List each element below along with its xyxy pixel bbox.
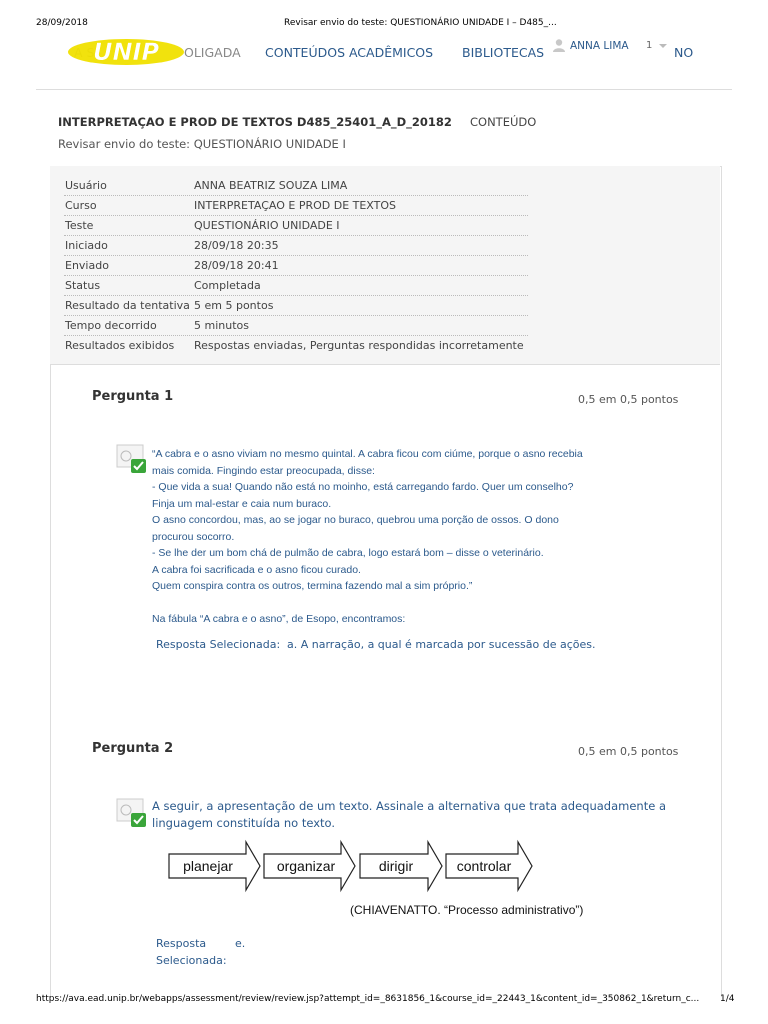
question-1-answer-label: Resposta Selecionada: xyxy=(156,638,281,651)
summary-row: Teste QUESTIONÁRIO UNIDADE I xyxy=(64,216,528,236)
summary-row: Curso INTERPRETAÇAO E PROD DE TEXTOS xyxy=(64,196,528,216)
summary-row: Resultado da tentativa 5 em 5 pontos xyxy=(64,296,528,316)
flow-step: controlar xyxy=(456,858,512,874)
correct-answer-icon xyxy=(116,798,148,828)
nav-faded-right: NO xyxy=(674,45,694,60)
question-2-title: Pergunta 2 xyxy=(92,741,174,756)
nav-bibliotecas[interactable]: BIBLIOTECAS xyxy=(462,45,545,60)
notification-badge[interactable]: 1 xyxy=(646,40,653,51)
logo-text: UNIP xyxy=(92,38,160,66)
summary-row: Iniciado 28/09/18 20:35 xyxy=(64,236,528,256)
page-subtitle: Revisar envio do teste: QUESTIONÁRIO UNIDADE I xyxy=(58,137,346,151)
print-page-title: Revisar envio do teste: QUESTIONÁRIO UNIDADE I – D485_... xyxy=(284,18,557,28)
print-url: https://ava.ead.unip.br/webapps/assessment/review/review.jsp?attempt_id=_8631856_1&course_id=_22443_1&content_id=_350862_1&return_c... xyxy=(36,994,700,1004)
attempt-summary xyxy=(50,166,720,365)
question-2-text: A seguir, a apresentação de um texto. Assinale a alternativa que trata adequadamente a linguagem constituída no texto. xyxy=(152,799,666,830)
flow-step: organizar xyxy=(276,858,336,874)
print-date: 28/09/2018 xyxy=(36,18,88,28)
question-1-answer-value: a. A narração, a qual é marcada por sucessão de ações. xyxy=(287,638,596,651)
flow-arrow xyxy=(169,842,260,890)
flow-arrow xyxy=(360,842,442,890)
user-name[interactable]: ANNA LIMA xyxy=(570,40,629,52)
summary-row: Usuário ANNA BEATRIZ SOUZA LIMA xyxy=(64,176,528,196)
question-1-text: “A cabra e o asno viviam no mesmo quintal. A cabra ficou com ciúme, porque o asno recebia mais comida. Fingindo estar preocupada, disse: - Que vida a sua! Quando não está no moinho, está carregando fardo. Quer um conselho? Finja um mal-estar e caia num buraco. O asno concordou, mas, ao se jogar no buraco, quebrou uma porção de ossos. O dono procurou socorro. - Se lhe der um bom chá de pulmão de cabra, logo estará bom – disse o veterinário. A cabra foi sacrificada e o asno ficou curado. Quem conspira contra os outros, termina fazendo mal a sim próprio.” Na fábula “A cabra e o asno”, de Esopo, encontramos: xyxy=(152,448,583,625)
nav-conteudos-academicos[interactable]: CONTEÚDOS ACADÊMICOS xyxy=(265,45,434,60)
chevron-down-icon[interactable] xyxy=(658,42,668,50)
header-divider xyxy=(36,89,732,90)
question-2-answer-label-2: Selecionada: xyxy=(156,954,227,967)
print-page-number: 1/4 xyxy=(720,994,735,1004)
flow-arrow xyxy=(264,842,355,890)
unip-logo[interactable] xyxy=(66,36,186,68)
diagram-citation: (CHIAVENATTO. “Processo administrativo”) xyxy=(350,903,584,917)
question-2-score: 0,5 em 0,5 pontos xyxy=(578,745,679,758)
question-1-title: Pergunta 1 xyxy=(92,389,174,404)
process-flow-diagram xyxy=(168,838,538,894)
summary-row: Tempo decorrido 5 minutos xyxy=(64,316,528,336)
flow-step: dirigir xyxy=(378,858,414,874)
flow-arrow xyxy=(446,842,532,890)
nav-faded-mid: OLIGADA xyxy=(184,45,241,60)
summary-row: Enviado 28/09/18 20:41 xyxy=(64,256,528,276)
question-2-answer-label: Resposta xyxy=(156,937,207,950)
question-2-answer-value: e. xyxy=(235,937,246,950)
breadcrumb-conteudo[interactable]: CONTEÚDO xyxy=(470,115,537,129)
summary-row: Status Completada xyxy=(64,276,528,296)
user-icon xyxy=(552,38,566,52)
course-title[interactable]: INTERPRETAÇAO E PROD DE TEXTOS D485_25401_A_D_20182 xyxy=(58,115,452,129)
correct-answer-icon xyxy=(116,444,148,474)
question-1-score: 0,5 em 0,5 pontos xyxy=(578,393,679,406)
summary-row: Resultados exibidos Respostas enviadas, Perguntas respondidas incorretamente xyxy=(65,339,524,352)
flow-step: planejar xyxy=(183,858,233,874)
